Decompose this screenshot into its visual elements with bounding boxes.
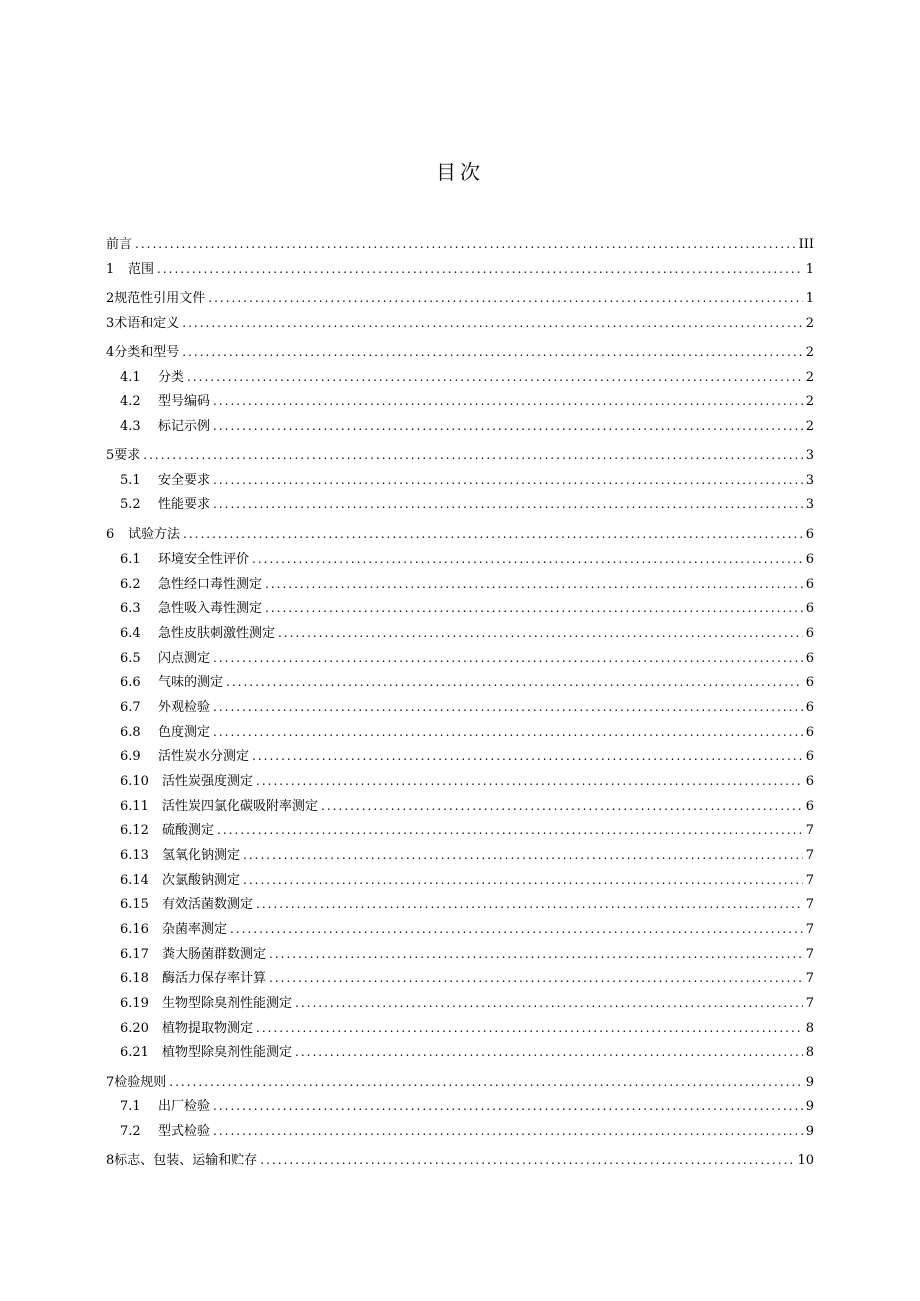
toc-page-number: 8	[805, 1045, 814, 1060]
toc-page-number: 6	[805, 725, 814, 740]
toc-page-number: 6	[805, 601, 814, 616]
toc-page-number: 7	[805, 848, 814, 863]
toc-entry-label: 色度测定	[158, 725, 211, 740]
toc-leader-dots	[213, 647, 803, 669]
toc-leader-dots	[265, 597, 803, 619]
toc-page-number: 6	[805, 626, 814, 641]
toc-leader-dots	[269, 943, 803, 965]
toc-section-number: 6.17	[120, 947, 149, 962]
toc-entry-label: 安全要求	[158, 473, 211, 488]
toc-entry-label: 急性皮肤刺激性测定	[158, 626, 276, 641]
toc-section-number: 6.13	[120, 848, 149, 863]
toc-entry-label: 植物型除臭剂性能测定	[162, 1045, 293, 1060]
toc-section-number: 7.1	[120, 1099, 141, 1114]
toc-entry-label: 氢氧化钠测定	[162, 848, 241, 863]
toc-page-number: 8	[805, 1021, 814, 1036]
toc-row[interactable]	[106, 745, 814, 767]
toc-entry-label: 活性炭水分测定	[158, 749, 250, 764]
toc-entry-label: 检验规则	[114, 1075, 167, 1090]
toc-leader-dots	[252, 745, 803, 767]
toc-entry-label: 闪点测定	[158, 651, 211, 666]
toc-leader-dots	[295, 1041, 803, 1063]
toc-page-number: 9	[805, 1099, 814, 1114]
toc-entry-label: 试验方法	[128, 527, 181, 542]
toc-section-number: 6.1	[120, 552, 141, 567]
toc-section-number: 3	[106, 316, 115, 331]
toc-section-number: 6.5	[120, 651, 141, 666]
toc-row[interactable]	[106, 622, 814, 644]
toc-section-number: 6.4	[120, 626, 141, 641]
toc-row[interactable]	[106, 967, 814, 989]
toc-row[interactable]	[106, 1095, 814, 1117]
toc-section-number: 7	[106, 1075, 115, 1090]
toc-page-number: III	[798, 237, 814, 252]
toc-entry-label: 型式检验	[158, 1124, 211, 1139]
toc-section-number: 4.3	[120, 419, 141, 434]
toc-row[interactable]	[106, 647, 814, 669]
toc-row[interactable]	[106, 1149, 814, 1171]
toc-row[interactable]	[106, 366, 814, 388]
toc-entry-label: 标志、包装、运输和贮存	[114, 1153, 258, 1168]
toc-row[interactable]	[106, 770, 814, 792]
toc-row[interactable]	[106, 696, 814, 718]
toc-entry-label: 次氯酸钠测定	[162, 873, 241, 888]
toc-entry-label: 范围	[128, 262, 155, 277]
toc-page-number: 7	[805, 897, 814, 912]
toc-row[interactable]	[106, 523, 814, 545]
toc-page-number: 6	[805, 527, 814, 542]
toc-leader-dots	[256, 770, 803, 792]
toc-entry-label: 术语和定义	[114, 316, 180, 331]
toc-entry-label: 气味的测定	[158, 675, 224, 690]
toc-leader-dots	[230, 918, 803, 940]
toc-leader-dots	[187, 366, 803, 388]
toc-entry-label: 环境安全性评价	[158, 552, 250, 567]
toc-leader-dots	[321, 795, 803, 817]
toc-row[interactable]	[106, 943, 814, 965]
toc-entry-label: 急性吸入毒性测定	[158, 601, 263, 616]
toc-section-number: 6.6	[120, 675, 141, 690]
toc-leader-dots	[269, 967, 803, 989]
toc-section-number: 6.11	[120, 799, 149, 814]
toc-row[interactable]	[106, 671, 814, 693]
toc-leader-dots	[260, 1149, 794, 1171]
toc-section-number: 4.1	[120, 370, 141, 385]
toc-leader-dots	[278, 622, 803, 644]
toc-section-number: 6.3	[120, 601, 141, 616]
toc-leader-dots	[182, 312, 802, 334]
toc-leader-dots	[295, 992, 803, 1014]
toc-leader-dots	[213, 493, 803, 515]
toc-section-number: 6	[106, 527, 115, 542]
toc-section-number: 5.2	[120, 497, 141, 512]
toc-row[interactable]	[106, 597, 814, 619]
toc-entry-label: 活性炭强度测定	[162, 774, 254, 789]
toc-row[interactable]	[106, 341, 814, 363]
toc-leader-dots	[135, 233, 796, 255]
toc-row[interactable]	[106, 287, 814, 309]
toc-row[interactable]	[106, 918, 814, 940]
toc-page-number: 10	[797, 1153, 814, 1168]
toc-page-number: 2	[805, 394, 814, 409]
toc-page-number: 9	[805, 1075, 814, 1090]
toc-section-number: 6.14	[120, 873, 149, 888]
toc-row[interactable]	[106, 819, 814, 841]
toc-leader-dots	[213, 469, 803, 491]
toc-leader-dots	[265, 573, 803, 595]
toc-leader-dots	[243, 844, 803, 866]
toc-entry-label: 出厂检验	[158, 1099, 211, 1114]
toc-page-number: 7	[805, 922, 814, 937]
toc-row[interactable]	[106, 893, 814, 915]
toc-leader-dots	[213, 1095, 803, 1117]
toc-page-number: 6	[805, 774, 814, 789]
toc-entry-label: 有效活菌数测定	[162, 897, 254, 912]
toc-row[interactable]	[106, 493, 814, 515]
toc-entry-label: 粪大肠菌群数测定	[162, 947, 267, 962]
toc-page-number: 6	[805, 749, 814, 764]
page-title: 目次	[436, 160, 484, 184]
toc-row[interactable]	[106, 444, 814, 466]
toc-row[interactable]	[106, 1041, 814, 1063]
toc-page-number: 1	[805, 291, 814, 306]
toc-row[interactable]	[106, 992, 814, 1014]
toc-page-number: 2	[805, 370, 814, 385]
toc-page-number: 2	[805, 316, 814, 331]
toc-page-number: 7	[805, 947, 814, 962]
toc-leader-dots	[183, 523, 803, 545]
toc-leader-dots	[213, 1120, 803, 1142]
toc-row[interactable]	[106, 795, 814, 817]
toc-page-number: 6	[805, 675, 814, 690]
toc-section-number: 6.20	[120, 1021, 149, 1036]
toc-row[interactable]	[106, 233, 814, 255]
toc-section-number: 8	[106, 1153, 115, 1168]
toc-row[interactable]	[106, 844, 814, 866]
toc-section-number: 6.10	[120, 774, 149, 789]
toc-row[interactable]	[106, 390, 814, 412]
toc-section-number: 2	[106, 291, 115, 306]
toc-page-number: 3	[805, 448, 814, 463]
toc-section-number: 7.2	[120, 1124, 141, 1139]
toc-row[interactable]	[106, 415, 814, 437]
toc-page-number: 7	[805, 873, 814, 888]
toc-page-number: 1	[805, 262, 814, 277]
toc-row[interactable]	[106, 1017, 814, 1039]
toc-section-number: 6.15	[120, 897, 149, 912]
toc-page-number: 6	[805, 577, 814, 592]
toc-section-number: 6.9	[120, 749, 141, 764]
toc-entry-label: 植物提取物测定	[162, 1021, 254, 1036]
toc-entry-label: 标记示例	[158, 419, 211, 434]
toc-row[interactable]	[106, 258, 814, 280]
toc-entry-label: 分类和型号	[114, 345, 180, 360]
toc-page-number: 6	[805, 700, 814, 715]
toc-entry-label: 外观检验	[158, 700, 211, 715]
toc-row[interactable]	[106, 1071, 814, 1093]
toc-page-number: 9	[805, 1124, 814, 1139]
toc-page-number: 7	[805, 823, 814, 838]
toc-leader-dots	[208, 287, 802, 309]
toc-entry-label: 硫酸测定	[162, 823, 215, 838]
toc-entry-label: 生物型除臭剂性能测定	[162, 996, 293, 1011]
toc-page-number: 2	[805, 345, 814, 360]
toc-entry-label: 分类	[158, 370, 185, 385]
toc-row[interactable]	[106, 869, 814, 891]
toc-leader-dots	[213, 390, 803, 412]
toc-leader-dots	[157, 258, 803, 280]
toc-page-number: 6	[805, 552, 814, 567]
toc-entry-label: 要求	[114, 448, 141, 463]
toc-section-number: 6.7	[120, 700, 141, 715]
toc-leader-dots	[213, 721, 803, 743]
toc-leader-dots	[256, 893, 803, 915]
toc-leader-dots	[226, 671, 803, 693]
toc-page-number: 3	[805, 473, 814, 488]
toc-entry-label: 规范性引用文件	[114, 291, 206, 306]
toc-entry-label: 型号编码	[158, 394, 211, 409]
toc-section-number: 5.1	[120, 473, 141, 488]
toc-section-number: 5	[106, 448, 115, 463]
toc-section-number: 4	[106, 345, 115, 360]
toc-entry-label: 活性炭四氯化碳吸附率测定	[162, 799, 319, 814]
toc-entry-label: 急性经口毒性测定	[158, 577, 263, 592]
toc-row[interactable]	[106, 573, 814, 595]
toc-section-number: 4.2	[120, 394, 141, 409]
toc-leader-dots	[243, 869, 803, 891]
toc-leader-dots	[182, 341, 802, 363]
toc-leader-dots	[213, 696, 803, 718]
toc-leader-dots	[252, 548, 803, 570]
toc-entry-label: 杂菌率测定	[162, 922, 228, 937]
toc-section-number: 6.18	[120, 971, 149, 986]
toc-leader-dots	[256, 1017, 803, 1039]
toc-section-number: 6.16	[120, 922, 149, 937]
toc-page-number: 3	[805, 497, 814, 512]
toc-page-number: 7	[805, 996, 814, 1011]
toc-entry-label: 酶活力保存率计算	[162, 971, 267, 986]
toc-leader-dots	[143, 444, 802, 466]
toc-leader-dots	[213, 415, 803, 437]
toc-row[interactable]	[106, 469, 814, 491]
toc-section-number: 1	[106, 262, 115, 277]
toc-section-number: 6.19	[120, 996, 149, 1011]
toc-page-number: 2	[805, 419, 814, 434]
toc-entry-label: 性能要求	[158, 497, 211, 512]
toc-page-number: 6	[805, 799, 814, 814]
toc-section-number: 6.21	[120, 1045, 149, 1060]
toc-page-number: 7	[805, 971, 814, 986]
toc-section-number: 6.2	[120, 577, 141, 592]
toc-row[interactable]	[106, 721, 814, 743]
toc-section-number: 6.8	[120, 725, 141, 740]
toc-page-number: 6	[805, 651, 814, 666]
toc-entry-label: 前言	[106, 237, 133, 252]
toc-leader-dots	[169, 1071, 802, 1093]
toc-leader-dots	[217, 819, 803, 841]
toc-row[interactable]	[106, 548, 814, 570]
toc-row[interactable]	[106, 1120, 814, 1142]
toc-row[interactable]	[106, 312, 814, 334]
toc-section-number: 6.12	[120, 823, 149, 838]
